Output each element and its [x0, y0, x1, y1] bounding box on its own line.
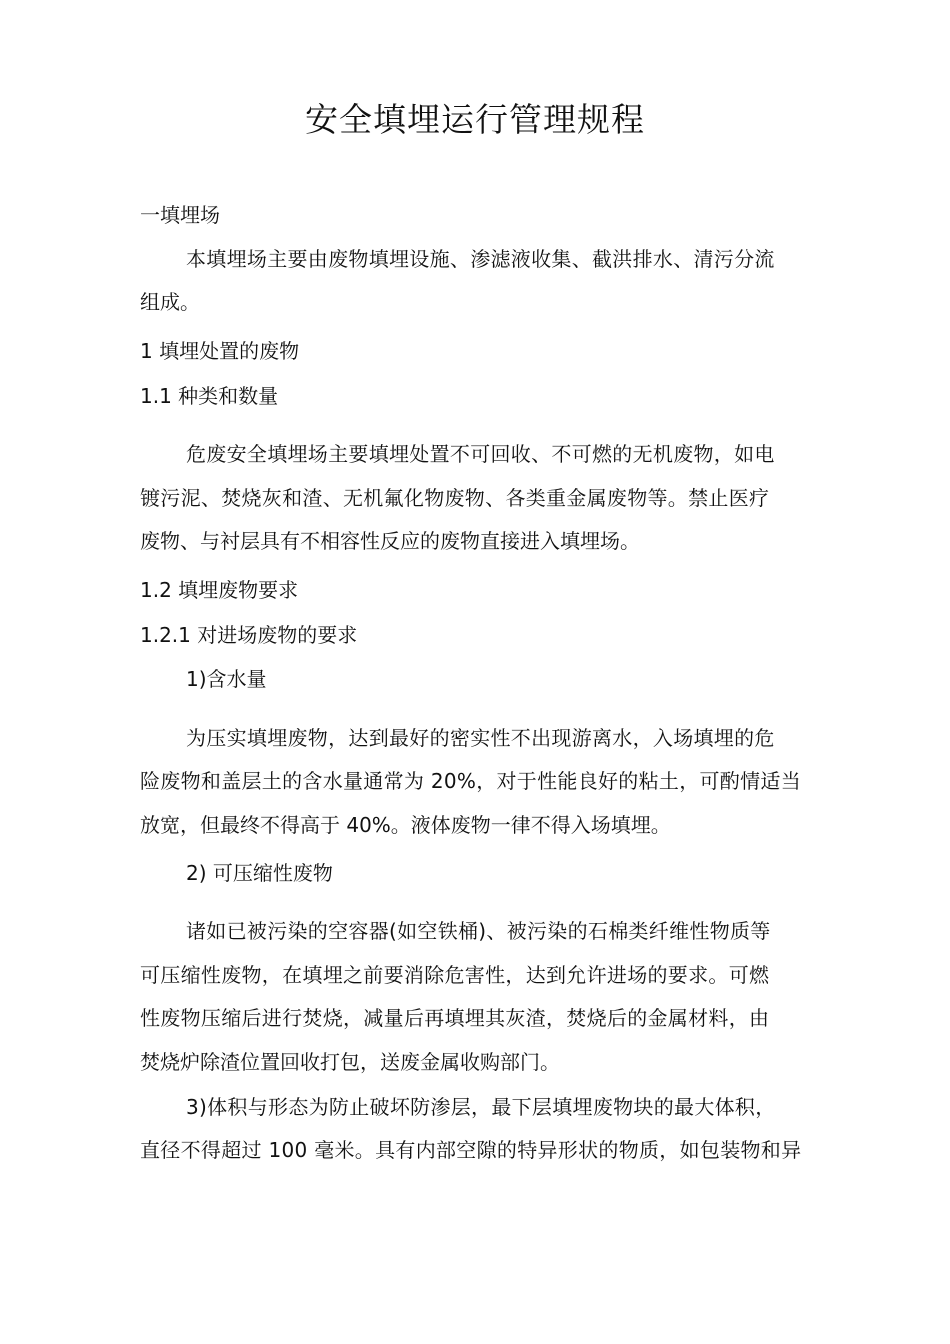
paragraph-line: 险废物和盖层土的含水量通常为 20%，对于性能良好的粘土，可酌情适当 — [140, 769, 802, 793]
paragraph-line: 可压缩性废物，在填埋之前要消除危害性，达到允许进场的要求。可燃 — [140, 963, 770, 987]
paragraph-line: 镀污泥、焚烧灰和渣、无机氟化物废物、各类重金属废物等。禁止医疗 — [140, 486, 770, 510]
section-heading: 1.2 填埋废物要求 — [140, 578, 299, 602]
paragraph-line: 焚烧炉除渣位置回收打包，送废金属收购部门。 — [140, 1050, 560, 1074]
list-item-heading: 1)含水量 — [186, 667, 267, 691]
paragraph-line: 废物、与衬层具有不相容性反应的废物直接进入填埋场。 — [140, 529, 640, 553]
section-heading: 1 填埋处置的废物 — [140, 339, 300, 363]
paragraph-line: 直径不得超过 100 毫米。具有内部空隙的特异形状的物质，如包装物和异 — [140, 1138, 802, 1162]
paragraph-line: 为压实填埋废物，达到最好的密实性不出现游离水，入场填埋的危 — [186, 726, 775, 750]
list-item-heading: 2) 可压缩性废物 — [186, 861, 333, 885]
paragraph-line: 组成。 — [140, 290, 200, 314]
paragraph-line: 危废安全填埋场主要填埋处置不可回收、不可燃的无机废物，如电 — [186, 442, 775, 466]
paragraph-line: 诸如已被污染的空容器(如空铁桶)、被污染的石棉类纤维性物质等 — [186, 919, 771, 943]
paragraph-line: 本填埋场主要由废物填埋设施、渗滤液收集、截洪排水、清污分流 — [186, 247, 775, 271]
section-heading: 一填埋场 — [140, 203, 220, 227]
paragraph-line: 性废物压缩后进行焚烧，减量后再填埋其灰渣，焚烧后的金属材料，由 — [140, 1006, 770, 1030]
paragraph-line: 放宽，但最终不得高于 40%。液体废物一律不得入场填埋。 — [140, 813, 671, 837]
paragraph-line: 3)体积与形态为防止破坏防渗层，最下层填埋废物块的最大体积， — [186, 1095, 776, 1119]
document-title: 安全填埋运行管理规程 — [305, 100, 645, 139]
section-heading: 1.2.1 对进场废物的要求 — [140, 623, 358, 647]
section-heading: 1.1 种类和数量 — [140, 384, 279, 408]
